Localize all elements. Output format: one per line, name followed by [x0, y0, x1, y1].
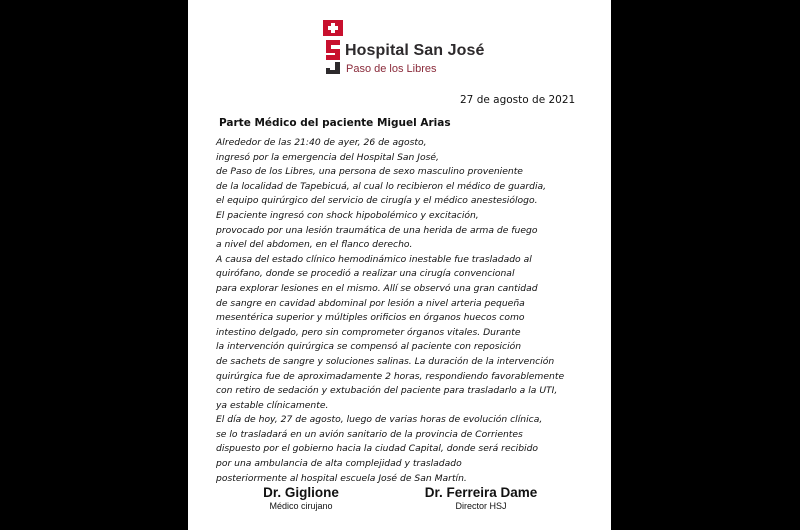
body-line: ingresó por la emergencia del Hospital San José, — [216, 151, 439, 163]
body-line: posteriormente al hospital escuela José de San Martín. — [216, 472, 467, 484]
body-line: para explorar lesiones en el mismo. Allí se observó una gran cantidad — [216, 282, 538, 294]
document-body — [216, 136, 588, 486]
body-line: Alrededor de las 21:40 de ayer, 26 de agosto, — [216, 137, 427, 148]
hospital-logo — [322, 20, 492, 80]
body-line: dispuesto por el gobierno hacia la ciudad Capital, donde será recibido — [216, 443, 539, 455]
body-line: El paciente ingresó con shock hipobolémico y excitación, — [216, 209, 479, 221]
signature-surgeon — [246, 485, 356, 512]
signature-role: Director HSJ — [455, 501, 507, 511]
body-line: A causa del estado clínico hemodinámico inestable fue trasladado al — [216, 253, 532, 265]
body-line: de sachets de sangre y soluciones salinas. La duración de la intervención — [216, 355, 555, 367]
body-line: de la localidad de Tapebicuá, al cual lo recibieron el médico de guardia, — [216, 180, 547, 192]
body-line: con retiro de sedación y extubación del paciente para trasladarlo a la UTI, — [216, 385, 558, 397]
body-line: por una ambulancia de alta complejidad y trasladado — [216, 458, 462, 470]
body-line: se lo trasladará en un avión sanitario de la provincia de Corrientes — [216, 428, 523, 440]
hospital-location: Paso de los Libres — [346, 63, 437, 75]
body-line: provocado por una lesión traumática de una herida de arma de fuego — [216, 224, 538, 236]
body-line: de sangre en cavidad abdominal por lesión a nivel arteria pequeña — [216, 297, 525, 309]
hospital-emblem-icon — [322, 20, 344, 76]
body-line: la intervención quirúrgica se compensó al paciente con reposición — [216, 341, 522, 353]
signature-director — [406, 485, 556, 512]
body-line: quirúrgica fue de aproximadamente 2 horas, respondiendo favorablemente — [216, 370, 565, 382]
body-line: mesentérica superior y múltiples orificios en órganos huecos como — [216, 312, 525, 324]
document-page — [188, 0, 611, 530]
body-line: intestino delgado, pero sin comprometer órganos vitales. Durante — [216, 326, 521, 338]
body-line: El día de hoy, 27 de agosto, luego de varias horas de evolución clínica, — [216, 414, 543, 426]
signature-name: Dr. Giglione — [263, 485, 339, 500]
document-date: 27 de agosto de 2021 — [460, 94, 576, 106]
body-line: de Paso de los Libres, una persona de sexo masculino proveniente — [216, 166, 523, 178]
body-line: el equipo quirúrgico del servicio de cirugía y el médico anestesiólogo. — [216, 195, 538, 207]
document-title: Parte Médico del paciente Miguel Arias — [219, 117, 451, 129]
body-line: ya estable clínicamente. — [216, 399, 329, 411]
body-line: a nivel del abdomen, en el flanco derecho. — [216, 239, 413, 251]
body-line: quirófano, donde se procedió a realizar una cirugía convencional — [216, 268, 515, 280]
signature-role: Médico cirujano — [269, 501, 333, 511]
hospital-name: Hospital San José — [345, 42, 485, 59]
signature-name: Dr. Ferreira Dame — [424, 485, 538, 500]
